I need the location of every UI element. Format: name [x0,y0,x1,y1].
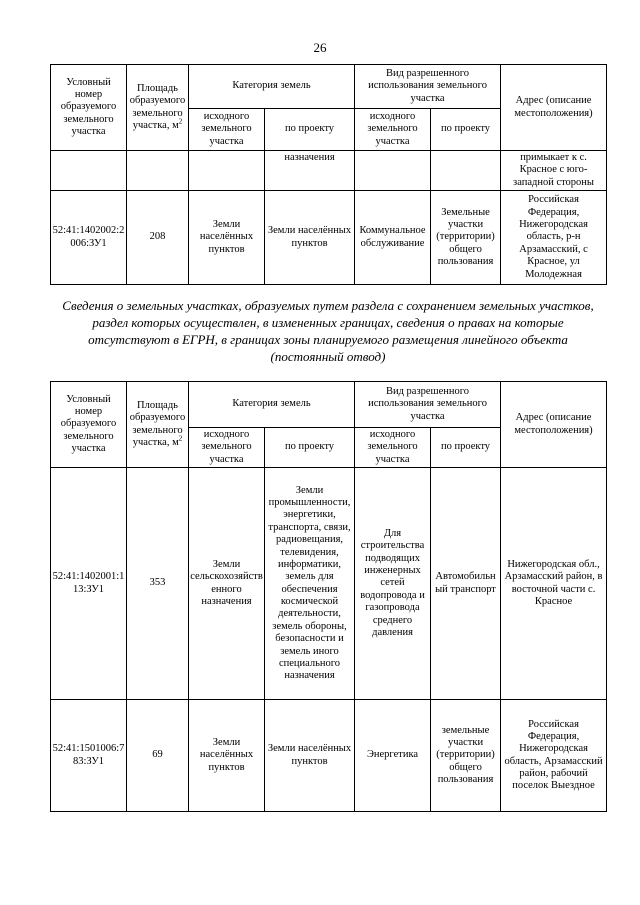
cell-category-project: Земли населённых пунктов [265,191,355,285]
table-row [51,151,607,191]
header-use-project: по проекту [431,109,501,151]
cell-area: 69 [127,700,189,812]
header-use-original: исходного земельного участка [355,428,431,468]
cell-use-original: Для строительства подводящих инженерных сетей водопровода и газопровода среднего давления [355,468,431,700]
cell-category-project: назначения [265,151,355,191]
header-area: Площадь образуемого земельного участка, $м^2$ [127,65,189,151]
cell-use-original: Коммунальное обслуживание [355,191,431,285]
header-category-project: по проекту [265,428,355,468]
land-plots-table-1 [50,64,607,285]
cell-address: примыкает к с. Красное с юго-западной стороны [501,151,607,191]
cell-use-project: Земельные участки (территории) общего пользования [431,191,501,285]
cell-use-project [431,151,501,191]
header-conditional-number: Условный номер образуемого земельного участка [51,65,127,151]
cell-use-project: земельные участки (территории) общего пользования [431,700,501,812]
header-conditional-number: Условный номер образуемого земельного участка [51,382,127,468]
cell-category-original: Земли населённых пунктов [189,191,265,285]
land-plots-table-2 [50,381,607,812]
cell-address: Российская Федерация, Нижегородская область, Арзамасский район, рабочий поселок Выездное [501,700,607,812]
table-row [51,191,607,285]
cell-number: 52:41:1402001:113:ЗУ1 [51,468,127,700]
cell-category-original: Земли сельскохозяйственного назначения [189,468,265,700]
cell-area: 353 [127,468,189,700]
header-address: Адрес (описание местоположения) [501,65,607,151]
header-use-original: исходного земельного участка [355,109,431,151]
header-permitted-use: Вид разрешенного использования земельного участка [355,65,501,109]
cell-number: 52:41:1501006:783:ЗУ1 [51,700,127,812]
cell-use-project: Автомобильный транспорт [431,468,501,700]
header-category-original: исходного земельного участка [189,428,265,468]
table-row [51,468,607,700]
cell-address: Российская Федерация, Нижегородская область, р-н Арзамасский, с Красное, ул Молодежная [501,191,607,285]
cell-use-original [355,151,431,191]
header-category-project: по проекту [265,109,355,151]
cell-number [51,151,127,191]
header-use-project: по проекту [431,428,501,468]
header-permitted-use: Вид разрешенного использования земельного участка [355,382,501,428]
table-row [51,700,607,812]
cell-category-project: Земли промышленности, энергетики, транспорта, связи, радиовещания, телевидения, информатики, земель для обеспечения космической деятельности, земель обороны, безопасности и земель иного специального назначения [265,468,355,700]
header-area: Площадь образуемого земельного участка, $м^2$ [127,382,189,468]
page-number: 26 [313,40,327,55]
cell-area: 208 [127,191,189,285]
cell-category-original: Земли населённых пунктов [189,700,265,812]
header-land-category: Категория земель [189,65,355,109]
cell-category-original [189,151,265,191]
cell-area [127,151,189,191]
cell-use-original: Энергетика [355,700,431,812]
cell-address: Нижегородская обл., Арзамасский район, в восточной части с. Красное [501,468,607,700]
header-category-original: исходного земельного участка [189,109,265,151]
cell-category-project: Земли населённых пунктов [265,700,355,812]
header-land-category: Категория земель [189,382,355,428]
header-address: Адрес (описание местоположения) [501,382,607,468]
section-caption: Сведения о земельных участках, образуемых путем раздела с сохранением земельных участков, раздел которых осуществлен, в измененных границах, сведения о правах на которые отсутствуют в ЕГРН, в границах зоны планируемого размещения линейного объекта (постоянный отвод) [62,298,594,365]
cell-number: 52:41:1402002:2006:ЗУ1 [51,191,127,285]
